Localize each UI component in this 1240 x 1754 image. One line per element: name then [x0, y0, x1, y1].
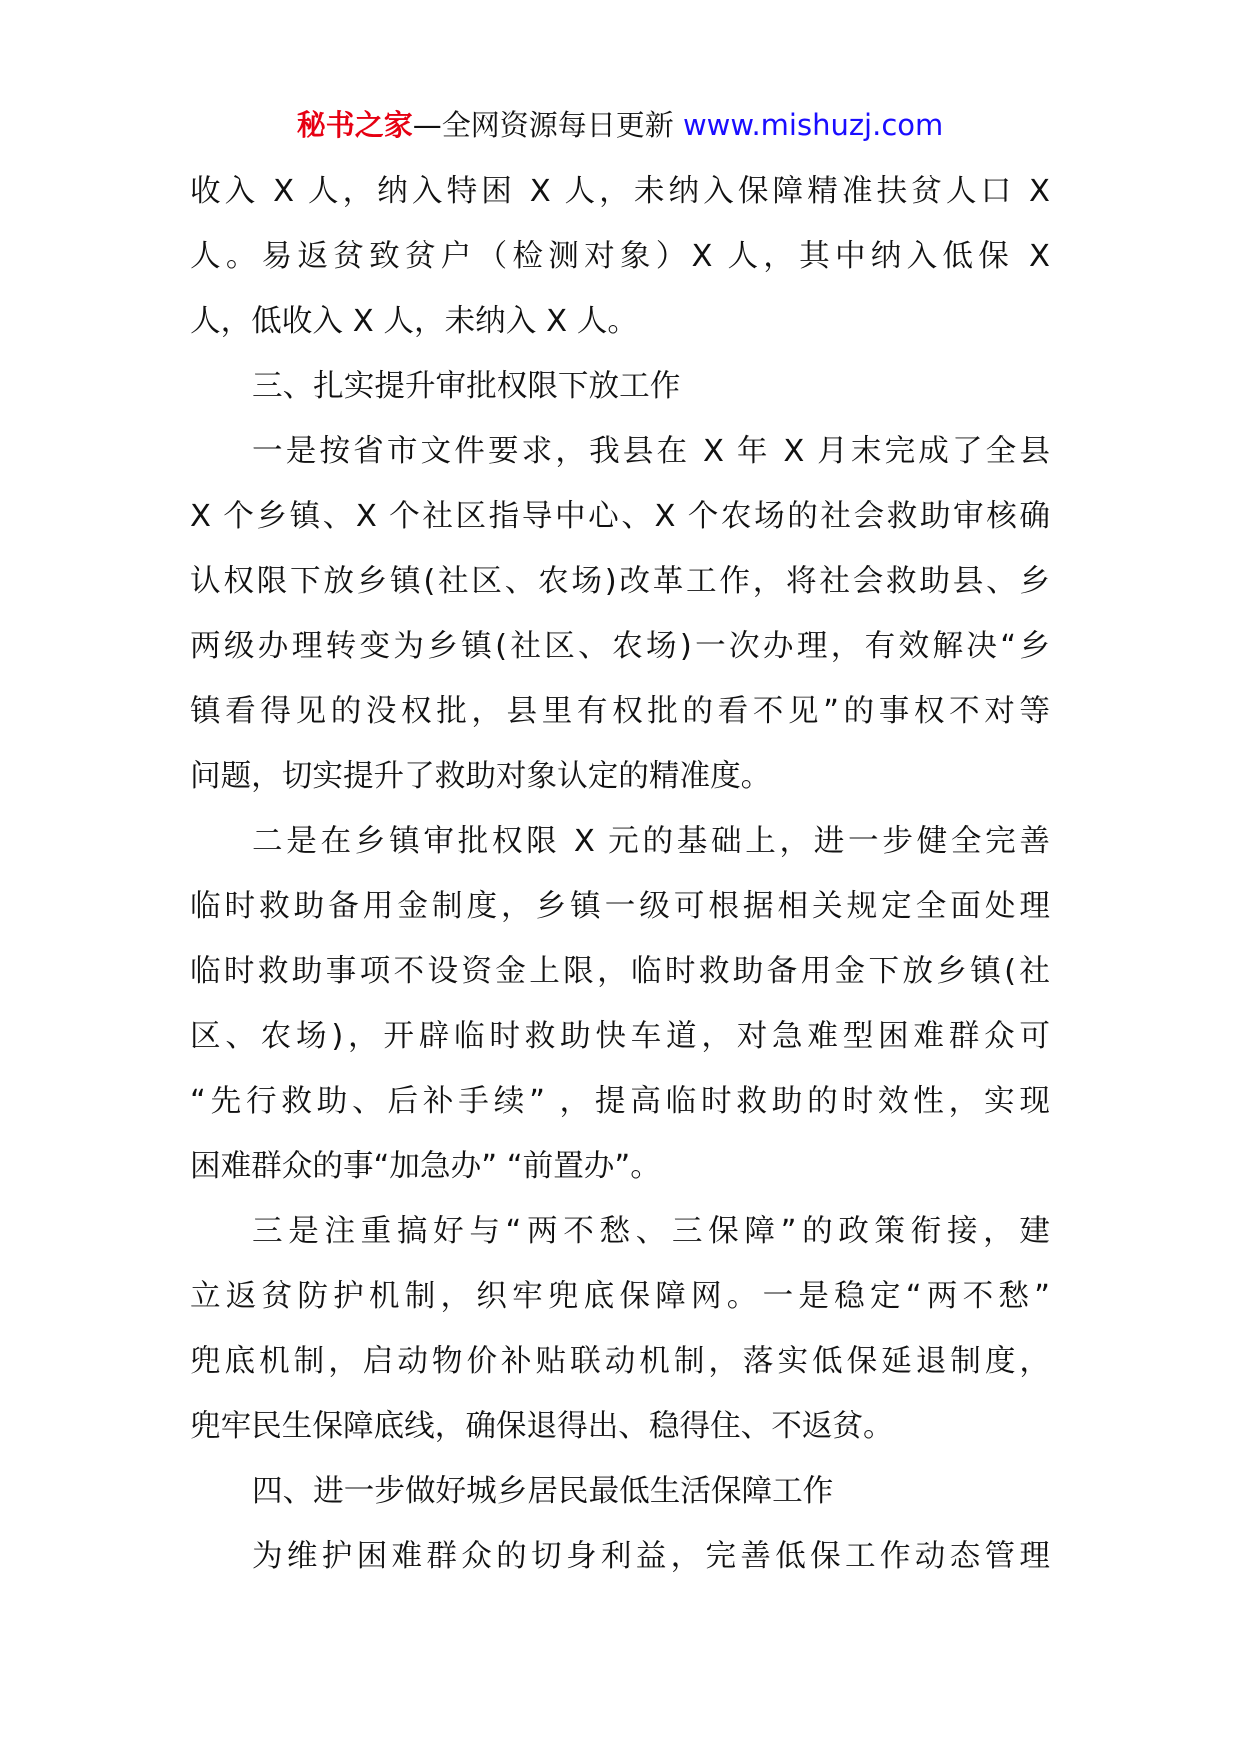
- text-line: 临时救助备用金制度，乡镇一级可根据相关规定全面处理: [190, 889, 1050, 924]
- text-line: 人，低收入 X 人，未纳入 X 人。: [190, 304, 638, 339]
- text-line: 收入 X 人，纳入特困 X 人，未纳入保障精准扶贫人口 X: [190, 174, 1050, 209]
- section-heading: 四、进一步做好城乡居民最低生活保障工作: [252, 1474, 834, 1509]
- site-tagline: —全网资源每日更新: [412, 108, 674, 142]
- section-heading: 三、扎实提升审批权限下放工作: [252, 369, 681, 404]
- site-header: [0, 100, 1240, 150]
- paragraph-first-line: 二是在乡镇审批权限 X 元的基础上，进一步健全完善: [252, 824, 1050, 859]
- text-line: 立返贫防护机制，织牢兜底保障网。一是稳定“两不愁”: [190, 1279, 1050, 1314]
- paragraph-first-line: 三是注重搞好与“两不愁、三保障”的政策衔接，建: [252, 1214, 1050, 1249]
- text-line: 镇看得见的没权批，县里有权批的看不见”的事权不对等: [190, 694, 1050, 729]
- document-body: [190, 159, 1050, 1589]
- text-line: 两级办理转变为乡镇(社区、农场)一次办理，有效解决“乡: [190, 629, 1050, 664]
- text-line: 临时救助事项不设资金上限，临时救助备用金下放乡镇(社: [190, 954, 1050, 989]
- text-line: 兜牢民生保障底线，确保退得出、稳得住、不返贫。: [190, 1409, 894, 1444]
- site-brand: 秘书之家: [296, 108, 413, 142]
- text-line: 兜底机制，启动物价补贴联动机制，落实低保延退制度，: [190, 1344, 1050, 1379]
- text-line: “先行救助、后补手续” ，提高临时救助的时效性，实现: [190, 1084, 1050, 1119]
- site-url-link[interactable]: www.mishuzj.com: [682, 108, 944, 142]
- paragraph-first-line: 为维护困难群众的切身利益，完善低保工作动态管理: [252, 1539, 1050, 1574]
- text-line: 认权限下放乡镇(社区、农场)改革工作，将社会救助县、乡: [190, 564, 1050, 599]
- paragraph-first-line: 一是按省市文件要求，我县在 X 年 X 月末完成了全县: [252, 434, 1050, 469]
- text-line: 问题，切实提升了救助对象认定的精准度。: [190, 759, 772, 794]
- text-line: X 个乡镇、X 个社区指导中心、X 个农场的社会救助审核确: [190, 499, 1050, 534]
- text-line: 区、农场)，开辟临时救助快车道，对急难型困难群众可: [190, 1019, 1050, 1054]
- text-line: 人。易返贫致贫户（检测对象）X 人，其中纳入低保 X: [190, 239, 1050, 274]
- text-line: 困难群众的事“加急办” “前置办”。: [190, 1149, 661, 1184]
